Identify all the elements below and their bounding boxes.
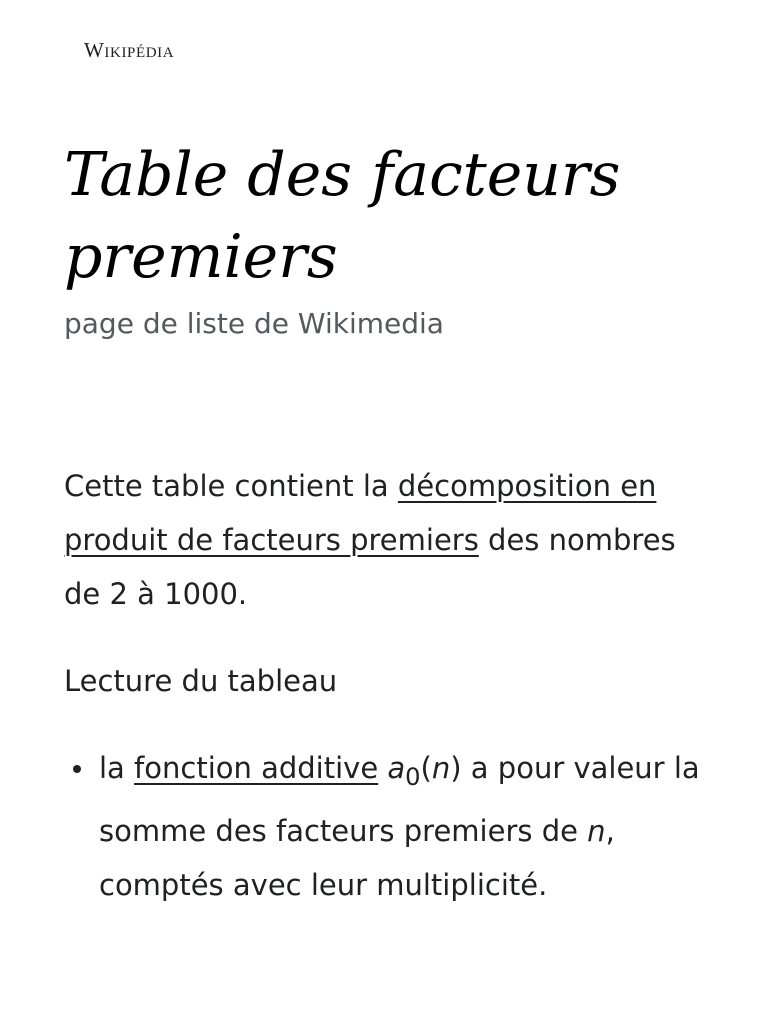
article-content <box>64 459 714 912</box>
site-header <box>84 38 174 66</box>
bullet-text-end: , comptés avec leur multiplicité. <box>99 813 615 902</box>
math-paren-close: ) <box>450 751 462 785</box>
math-subscript: 0 <box>405 762 421 791</box>
section-label-reading: Lecture du tableau <box>64 664 338 698</box>
math-variable: n <box>431 751 451 785</box>
bullet-text-middle: a pour valeur la somme des facteurs premiers de <box>99 751 700 848</box>
math-symbol: a <box>387 751 406 785</box>
bullet-dot-icon <box>73 765 81 773</box>
prime-factorization-link[interactable]: décomposition en produit de facteurs premiers <box>64 469 657 557</box>
page-subtitle: page de liste de Wikimedia <box>64 307 444 340</box>
additive-function-link[interactable]: fonction additive <box>134 751 379 785</box>
intro-text-end: des nombres de 2 à 1000. <box>64 523 676 611</box>
reading-guide-list <box>64 741 714 912</box>
page-title: Table des facteurs premiers <box>64 140 621 292</box>
intro-paragraph <box>64 459 714 621</box>
math-variable-inline: n <box>587 813 606 848</box>
math-expression <box>387 751 462 791</box>
list-item <box>99 741 714 912</box>
intro-text-start: Cette table contient la <box>64 469 398 503</box>
math-paren-open: ( <box>420 751 432 785</box>
wikipedia-wordmark-link[interactable]: Wikipédia <box>84 38 175 62</box>
bullet-prefix: la <box>99 751 135 785</box>
